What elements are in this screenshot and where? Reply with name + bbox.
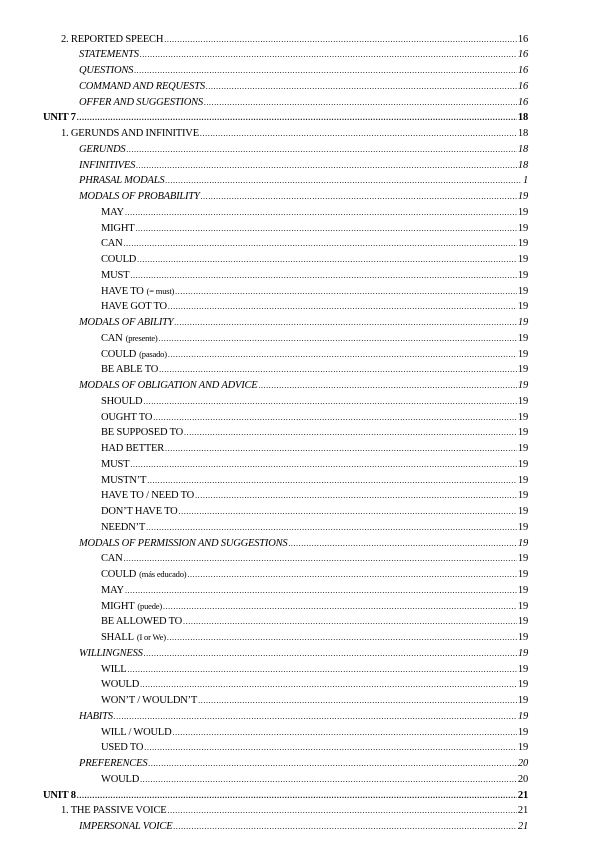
toc-entry[interactable] — [79, 536, 528, 552]
dot-leader — [200, 126, 517, 142]
toc-entry[interactable] — [101, 583, 528, 599]
toc-entry[interactable] — [79, 378, 528, 394]
dot-leader — [140, 677, 517, 693]
toc-entry-page-number: 19 — [517, 348, 528, 360]
toc-entry-title: HAVE GOT TO — [101, 301, 167, 313]
toc-entry-title: COULD — [101, 569, 137, 580]
toc-entry-title: WILL / WOULD — [101, 726, 172, 738]
dot-leader — [126, 142, 516, 158]
toc-entry-page-number: 21 — [517, 789, 528, 801]
toc-entry-page-number: 19 — [517, 600, 528, 612]
toc-entry-note: (= must) — [146, 285, 175, 296]
toc-entry[interactable] — [79, 79, 528, 95]
toc-entry-page-number: 19 — [517, 411, 528, 423]
toc-entry[interactable] — [79, 47, 528, 63]
toc-entry-page-number: 19 — [517, 537, 528, 549]
toc-entry[interactable] — [101, 677, 528, 693]
toc-entry-page-number: 19 — [517, 742, 528, 754]
toc-entry-page-number: 19 — [517, 553, 528, 565]
dot-leader — [140, 772, 517, 788]
toc-entry-note: (presente) — [125, 332, 158, 343]
dot-leader — [147, 473, 517, 489]
toc-entry-title: CAN — [101, 332, 123, 344]
toc-entry-page-number: 19 — [517, 569, 528, 580]
dot-leader — [179, 504, 517, 520]
toc-entry-title: MAY — [101, 584, 124, 596]
toc-entry-title: WILL — [101, 663, 127, 675]
toc-entry[interactable] — [101, 473, 528, 489]
toc-entry[interactable] — [61, 32, 528, 48]
dot-leader — [159, 362, 517, 378]
toc-entry-title: HAVE TO / NEED TO — [101, 490, 195, 502]
toc-entry-title: PHRASAL MODALS — [79, 175, 165, 187]
dot-leader — [144, 646, 517, 662]
dot-leader — [148, 756, 517, 772]
toc-entry[interactable] — [101, 331, 528, 347]
toc-entry[interactable] — [101, 425, 528, 441]
toc-entry-title: DON’T HAVE TO — [101, 506, 178, 517]
toc-entry[interactable] — [79, 819, 528, 835]
toc-entry-page-number: 19 — [517, 285, 528, 297]
toc-entry[interactable] — [101, 284, 528, 300]
dot-leader — [130, 457, 517, 473]
dot-leader — [159, 331, 517, 347]
toc-entry-title: 1. THE PASSIVE VOICE — [61, 805, 167, 817]
toc-entry[interactable] — [43, 788, 528, 804]
toc-entry-title: MUST — [101, 458, 130, 470]
dot-leader — [173, 725, 517, 741]
dot-leader — [168, 347, 517, 363]
dot-leader — [125, 583, 517, 599]
toc-entry-page-number: 19 — [517, 458, 528, 470]
dot-leader — [167, 630, 517, 646]
dot-leader — [164, 32, 517, 48]
toc-entry-page-number: 18 — [517, 128, 528, 139]
toc-entry-page-number: 19 — [517, 710, 528, 722]
toc-entry[interactable] — [61, 803, 528, 819]
toc-entry-title: WON’T / WOULDN’T — [101, 695, 198, 706]
toc-entry[interactable] — [101, 394, 528, 410]
toc-entry[interactable] — [101, 567, 528, 583]
dot-leader — [124, 551, 517, 567]
toc-entry-page-number: 19 — [517, 427, 528, 439]
toc-entry-page-number: 16 — [517, 96, 528, 108]
toc-entry[interactable] — [101, 252, 528, 268]
toc-entry-page-number: 19 — [517, 222, 528, 234]
toc-entry[interactable] — [79, 142, 528, 158]
toc-entry-title: OUGHT TO — [101, 411, 153, 423]
dot-leader — [198, 693, 517, 709]
toc-entry-page-number: 19 — [517, 726, 528, 738]
toc-entry-title: GERUNDS — [79, 143, 126, 155]
dot-leader — [127, 662, 516, 678]
toc-entry-page-number: 18 — [517, 112, 528, 124]
toc-entry-page-number: 19 — [517, 317, 528, 328]
toc-entry-title: 2. REPORTED SPEECH — [61, 33, 164, 45]
toc-entry-title: QUESTIONS — [79, 65, 134, 76]
dot-leader — [201, 189, 517, 205]
toc-entry-title: SHALL — [101, 632, 134, 643]
toc-entry-page-number: 19 — [517, 490, 528, 502]
dot-leader — [204, 95, 517, 111]
dot-leader — [144, 740, 517, 756]
toc-entry-page-number: 19 — [517, 695, 528, 706]
toc-entry-title: OFFER AND SUGGESTIONS — [79, 96, 203, 108]
toc-entry-title: MODALS OF PROBABILITY — [79, 191, 200, 202]
dot-leader — [125, 205, 517, 221]
toc-entry[interactable] — [79, 173, 528, 189]
toc-entry-page-number: 19 — [517, 521, 528, 533]
toc-entry-title: MUSTN’T — [101, 474, 147, 486]
toc-entry-page-number: 19 — [517, 364, 528, 376]
toc-entry[interactable] — [101, 662, 528, 678]
toc-entry[interactable] — [101, 347, 528, 363]
dot-leader — [288, 536, 516, 552]
toc-entry-page-number: 19 — [517, 632, 528, 643]
toc-entry-title: IMPERSONAL VOICE — [79, 821, 173, 832]
toc-entry-title: BE ALLOWED TO — [101, 616, 183, 628]
toc-entry[interactable] — [61, 126, 528, 142]
toc-entry[interactable] — [79, 158, 528, 174]
toc-entry-page-number: 19 — [517, 506, 528, 517]
toc-entry-note: (I or We) — [136, 632, 166, 642]
dot-leader — [173, 819, 516, 835]
toc-entry-page-number: 16 — [517, 33, 528, 45]
toc-entry-page-number: 19 — [517, 269, 528, 281]
toc-entry-page-number: 19 — [517, 584, 528, 596]
dot-leader — [114, 709, 517, 725]
toc-entry-title: MAY — [101, 206, 124, 218]
toc-entry[interactable] — [101, 441, 528, 457]
dot-leader — [187, 567, 517, 583]
dot-leader — [140, 47, 517, 63]
toc-entry-title: MIGHT — [101, 222, 135, 234]
toc-entry-title: CAN — [101, 238, 123, 250]
toc-entry-page-number: 19 — [517, 254, 528, 265]
toc-entry[interactable] — [101, 725, 528, 741]
dot-leader — [153, 410, 517, 426]
toc-entry[interactable] — [101, 236, 528, 252]
dot-leader — [165, 173, 522, 189]
toc-entry-title: HAVE TO — [101, 285, 144, 297]
toc-entry[interactable] — [101, 551, 528, 567]
toc-entry-title: MODALS OF ABILITY — [79, 317, 174, 328]
toc-entry-title: MIGHT — [101, 600, 135, 612]
toc-entry-page-number: 19 — [517, 238, 528, 250]
toc-entry-title: WILLINGNESS — [79, 647, 143, 659]
toc-entry-title: HABITS — [79, 710, 113, 722]
toc-entry[interactable] — [101, 205, 528, 221]
dot-leader — [134, 63, 517, 79]
dot-leader — [195, 488, 517, 504]
dot-leader — [259, 378, 517, 394]
toc-entry[interactable] — [101, 520, 528, 536]
toc-entry-title: STATEMENTS — [79, 49, 139, 61]
toc-entry-title: INFINITIVES — [79, 159, 136, 171]
toc-entry-page-number: 21 — [517, 821, 528, 832]
dot-leader — [184, 425, 517, 441]
dot-leader — [137, 252, 517, 268]
toc-entry-page-number: 16 — [517, 80, 528, 92]
toc-entry-page-number: 19 — [517, 616, 528, 628]
toc-entry-note: (puede) — [137, 600, 162, 611]
toc-entry-page-number: 19 — [517, 191, 528, 202]
toc-entry-page-number: 1 — [522, 175, 528, 187]
toc-entry-page-number: 20 — [517, 758, 528, 769]
dot-leader — [163, 599, 517, 615]
toc-entry-title: 1. GERUNDS AND INFINITIVE — [61, 128, 199, 139]
toc-entry-page-number: 19 — [517, 301, 528, 313]
toc-entry-title: NEEDN’T — [101, 521, 146, 533]
toc-entry-page-number: 16 — [517, 49, 528, 61]
toc-entry-page-number: 18 — [517, 143, 528, 155]
toc-entry[interactable] — [101, 299, 528, 315]
dot-leader — [183, 614, 517, 630]
toc-entry[interactable] — [101, 630, 528, 646]
dot-leader — [77, 788, 517, 804]
toc-entry-note: (más educado) — [139, 569, 187, 579]
toc-entry-page-number: 19 — [517, 474, 528, 486]
toc-entry[interactable] — [101, 221, 528, 237]
dot-leader — [135, 221, 516, 237]
toc-entry[interactable] — [101, 772, 528, 788]
toc-entry[interactable] — [79, 646, 528, 662]
toc-entry-title: WOULD — [101, 773, 140, 785]
toc-entry-page-number: 19 — [517, 663, 528, 675]
toc-entry-page-number: 19 — [517, 443, 528, 454]
toc-entry-page-number: 19 — [517, 679, 528, 691]
toc-entry[interactable] — [79, 95, 528, 111]
toc-entry-title: HAD BETTER — [101, 443, 165, 454]
toc-entry[interactable] — [101, 693, 528, 709]
dot-leader — [174, 315, 516, 331]
toc-entry-title: MODALS OF OBLIGATION AND ADVICE — [79, 380, 258, 391]
toc-entry-page-number: 21 — [517, 805, 528, 817]
toc-entry-title: MUST — [101, 269, 130, 281]
dot-leader — [168, 299, 517, 315]
toc-entry[interactable] — [101, 740, 528, 756]
toc-entry-title: COMMAND AND REQUESTS — [79, 80, 205, 92]
toc-entry[interactable] — [101, 614, 528, 630]
toc-entry-title: BE ABLE TO — [101, 364, 159, 376]
dot-leader — [168, 803, 517, 819]
toc-entry[interactable] — [101, 410, 528, 426]
toc-entry[interactable] — [101, 362, 528, 378]
toc-entry-title: UNIT 7 — [43, 112, 76, 124]
dot-leader — [175, 284, 517, 300]
dot-leader — [206, 79, 517, 95]
toc-entry-page-number: 20 — [517, 773, 528, 785]
toc-entry-page-number: 18 — [517, 159, 528, 171]
toc-entry-page-number: 19 — [517, 395, 528, 407]
toc-entry-page-number: 16 — [517, 65, 528, 76]
toc-entry-title: WOULD — [101, 679, 140, 691]
toc-entry-title: COULD — [101, 348, 137, 360]
toc-entry-page-number: 19 — [517, 206, 528, 218]
dot-leader — [130, 268, 517, 284]
dot-leader — [143, 394, 517, 410]
toc-entry[interactable] — [101, 504, 528, 520]
toc-entry[interactable] — [79, 63, 528, 79]
toc-entry[interactable] — [101, 457, 528, 473]
toc-entry-title: UNIT 8 — [43, 789, 76, 801]
toc-entry-page-number: 19 — [517, 647, 528, 659]
toc-entry[interactable] — [101, 488, 528, 504]
toc-entry-title: CAN — [101, 553, 123, 565]
toc-entry-title: BE SUPPOSED TO — [101, 427, 184, 439]
toc-entry[interactable] — [43, 110, 528, 126]
toc-entry-page-number: 19 — [517, 380, 528, 391]
toc-entry-title: COULD — [101, 254, 137, 265]
toc-entry[interactable] — [79, 189, 528, 205]
dot-leader — [124, 236, 517, 252]
toc-entry-page-number: 19 — [517, 332, 528, 344]
dot-leader — [77, 110, 517, 126]
toc-entry[interactable] — [79, 709, 528, 725]
dot-leader — [136, 158, 517, 174]
toc-entry[interactable] — [79, 756, 528, 772]
toc-entry[interactable] — [79, 315, 528, 331]
dot-leader — [146, 520, 517, 536]
toc-entry-title: USED TO — [101, 742, 144, 754]
toc-entry[interactable] — [101, 599, 528, 615]
toc-entry-title: MODALS OF PERMISSION AND SUGGESTIONS — [79, 537, 288, 549]
toc-entry-title: PREFERENCES — [79, 758, 148, 769]
dot-leader — [165, 441, 517, 457]
toc-entry-title: SHOULD — [101, 395, 143, 407]
toc-entry-note: (pasado) — [139, 348, 167, 359]
toc-entry[interactable] — [101, 268, 528, 284]
